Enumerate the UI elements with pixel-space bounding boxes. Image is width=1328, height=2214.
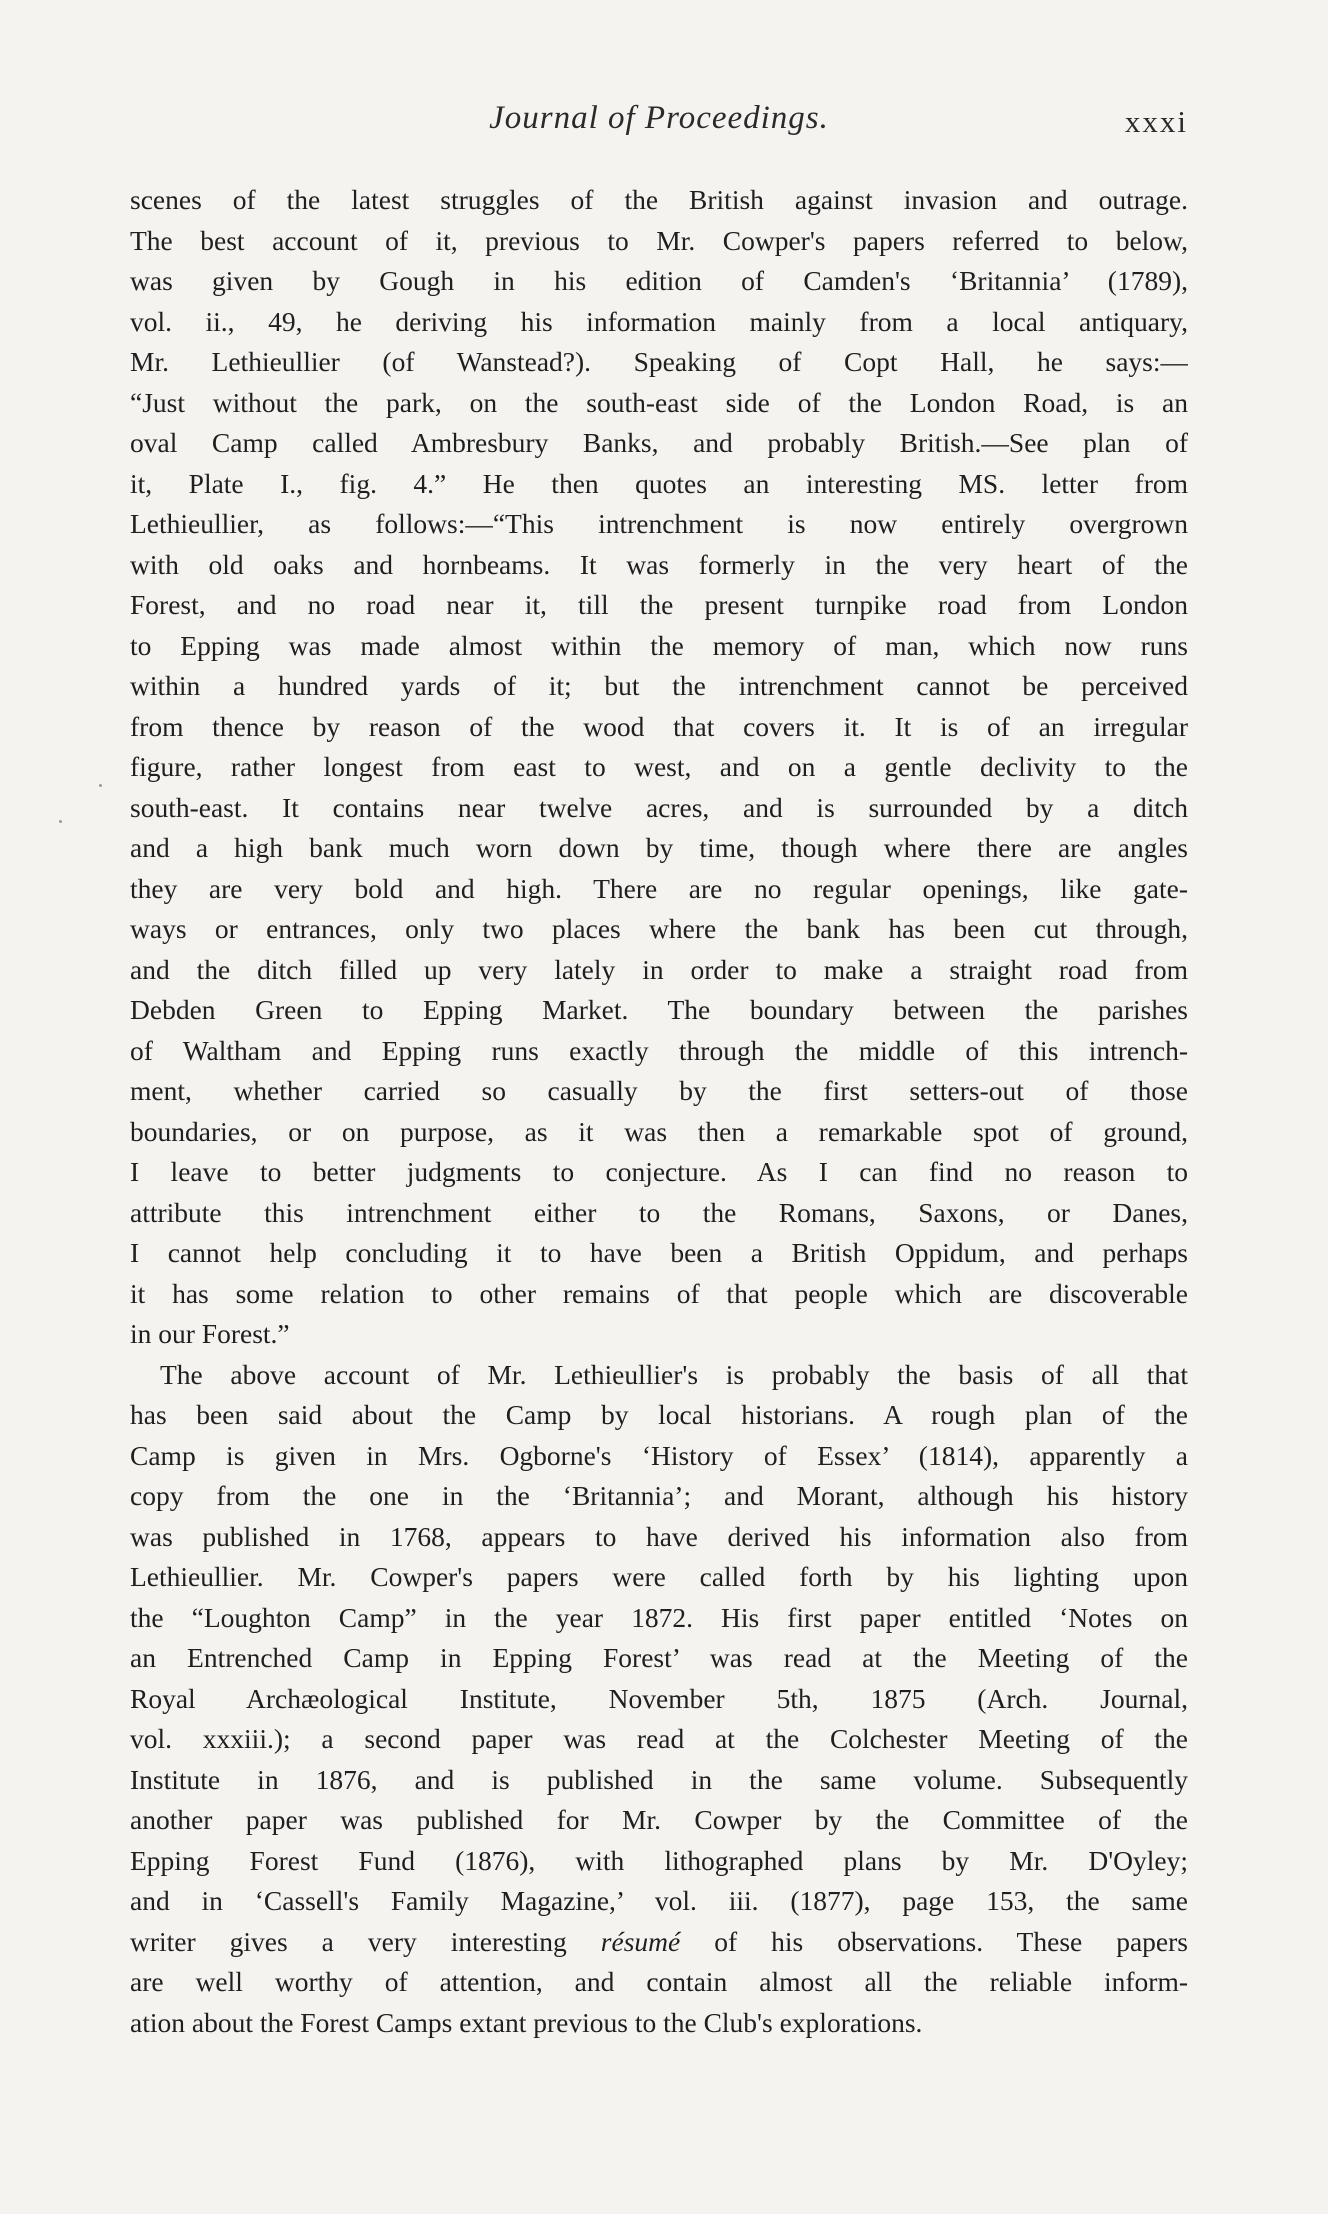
text-line: vol. xxxiii.); a second paper was read at the Colchester Meeting of the bbox=[130, 1723, 1188, 1754]
text-line-resume bbox=[130, 1922, 1188, 1963]
text-line: attribute this intrenchment either to the Romans, Saxons, or Danes, bbox=[130, 1196, 1188, 1228]
body-text bbox=[130, 180, 1188, 2043]
text-line: it has some relation to other remains of that people which are discoverable bbox=[130, 1277, 1188, 1309]
text-line: with old oaks and hornbeams. It was formerly in the very heart of the bbox=[130, 548, 1188, 580]
text-line-final: ation about the Forest Camps extant previous to the Club's explorations. bbox=[130, 2006, 923, 2038]
text-line: Forest, and no road near it, till the present turnpike road from London bbox=[130, 589, 1188, 620]
resume-italic: résumé bbox=[600, 1925, 681, 1957]
text-line: oval Camp called Ambresbury Banks, and probably British.—See plan of bbox=[130, 427, 1188, 458]
page-number: xxxi bbox=[1124, 104, 1188, 139]
text-line: vol. ii., 49, he deriving his information mainly from a local antiquary, bbox=[130, 305, 1188, 337]
text-line: and the ditch filled up very lately in order to make a straight road from bbox=[130, 953, 1188, 985]
text-line: Debden Green to Epping Market. The boundary between the parishes bbox=[130, 994, 1188, 1025]
text-line: Royal Archæological Institute, November 5th, 1875 (Arch. Journal, bbox=[130, 1682, 1188, 1714]
text-line-paragraph-end: in our Forest.” bbox=[130, 1318, 290, 1349]
text-line: I leave to better judgments to conjecture. As I can find no reason to bbox=[130, 1156, 1188, 1187]
text-line: The best account of it, previous to Mr. Cowper's papers referred to below, bbox=[130, 224, 1188, 256]
text-line: they are very bold and high. There are no regular openings, like gate- bbox=[130, 872, 1188, 904]
text-line: Lethieullier, as follows:—“This intrenchment is now entirely overgrown bbox=[130, 508, 1188, 539]
text-line: ways or entrances, only two places where the bank has been cut through, bbox=[130, 913, 1188, 944]
text-line: Mr. Lethieullier (of Wanstead?). Speaking of Copt Hall, he says:— bbox=[130, 346, 1188, 377]
text-line: it, Plate I., fig. 4.” He then quotes an interesting MS. letter from bbox=[130, 467, 1188, 499]
text-line: “Just without the park, on the south-east side of the London Road, is an bbox=[130, 386, 1188, 418]
text-line: south-east. It contains near twelve acres, and is surrounded by a ditch bbox=[130, 791, 1188, 823]
text-line: Institute in 1876, and is published in the same volume. Subsequently bbox=[130, 1763, 1188, 1795]
text-line: within a hundred yards of it; but the intrenchment cannot be perceived bbox=[130, 670, 1188, 701]
text-line: Lethieullier. Mr. Cowper's papers were called forth by his lighting upon bbox=[130, 1561, 1188, 1592]
text-line: an Entrenched Camp in Epping Forest’ was read at the Meeting of the bbox=[130, 1642, 1188, 1673]
text-line: are well worthy of attention, and contain almost all the reliable inform- bbox=[130, 1966, 1188, 1997]
text-line: I cannot help concluding it to have been a British Oppidum, and perhaps bbox=[130, 1237, 1188, 1268]
paper-speck bbox=[59, 820, 62, 823]
text-line: and in ‘Cassell's Family Magazine,’ vol. iii. (1877), page 153, the same bbox=[130, 1885, 1188, 1916]
text-line: and a high bank much worn down by time, though where there are angles bbox=[130, 832, 1188, 863]
text-line: boundaries, or on purpose, as it was then a remarkable spot of ground, bbox=[130, 1115, 1188, 1147]
resume-after: of his observations. These papers bbox=[680, 1925, 1188, 1957]
text-line: figure, rather longest from east to west, and on a gentle declivity to the bbox=[130, 751, 1188, 782]
text-line-paragraph-start: The above account of Mr. Lethieullier's is probably the basis of all that bbox=[160, 1358, 1188, 1390]
running-title: Journal of Proceedings. bbox=[489, 100, 829, 136]
text-line: copy from the one in the ‘Britannia’; and Morant, although his history bbox=[130, 1480, 1188, 1511]
text-line: from thence by reason of the wood that covers it. It is of an irregular bbox=[130, 710, 1188, 742]
running-head bbox=[130, 100, 1188, 150]
text-line: has been said about the Camp by local historians. A rough plan of the bbox=[130, 1399, 1188, 1430]
text-line: Epping Forest Fund (1876), with lithographed plans by Mr. D'Oyley; bbox=[130, 1844, 1188, 1876]
text-line: was published in 1768, appears to have derived his information also from bbox=[130, 1520, 1188, 1552]
paper-speck bbox=[99, 784, 102, 787]
text-line: to Epping was made almost within the memory of man, which now runs bbox=[130, 629, 1188, 661]
text-line: ment, whether carried so casually by the first setters-out of those bbox=[130, 1075, 1188, 1106]
text-line: was given by Gough in his edition of Camden's ‘Britannia’ (1789), bbox=[130, 265, 1188, 296]
resume-before: writer gives a very interesting bbox=[130, 1925, 601, 1957]
text-line: the “Loughton Camp” in the year 1872. His first paper entitled ‘Notes on bbox=[130, 1601, 1188, 1633]
text-line: another paper was published for Mr. Cowper by the Committee of the bbox=[130, 1804, 1188, 1835]
text-line: Camp is given in Mrs. Ogborne's ‘History of Essex’ (1814), apparently a bbox=[130, 1439, 1188, 1471]
text-line: of Waltham and Epping runs exactly through the middle of this intrench- bbox=[130, 1034, 1188, 1066]
text-line: scenes of the latest struggles of the British against invasion and outrage. bbox=[130, 184, 1188, 215]
